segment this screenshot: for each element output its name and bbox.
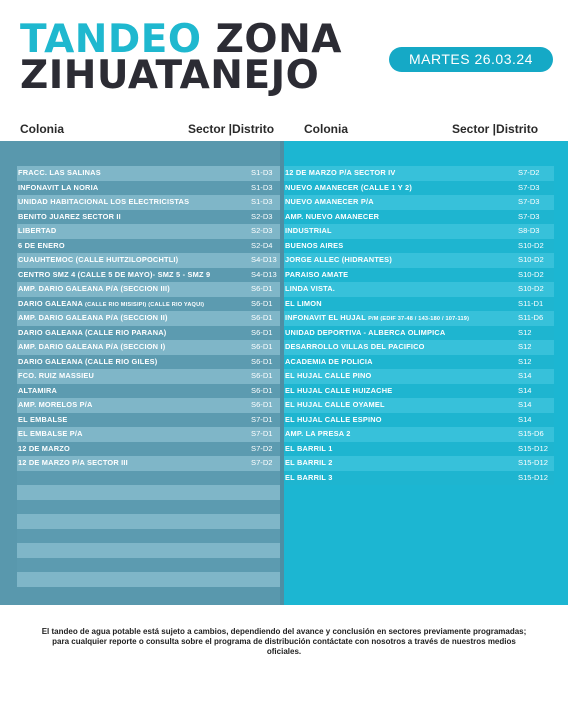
page-title bbox=[20, 17, 342, 98]
table-row bbox=[17, 471, 280, 486]
table-row bbox=[284, 442, 554, 457]
left-schedule-panel bbox=[0, 141, 284, 605]
colonia-label: DESARROLLO VILLAS DEL PACIFICO bbox=[285, 342, 425, 351]
sector-district-code: S14 bbox=[518, 414, 532, 424]
colonia-name bbox=[285, 166, 396, 181]
colonia-name bbox=[285, 326, 445, 341]
sector-district-code: S7-D2 bbox=[518, 168, 540, 177]
sector-district-code: S6-D1 bbox=[251, 327, 273, 337]
colonia-name bbox=[18, 210, 121, 225]
table-row bbox=[284, 413, 554, 428]
table-row bbox=[284, 210, 554, 225]
colonia-name bbox=[18, 340, 165, 355]
colonia-label: LINDA VISTA. bbox=[285, 284, 336, 293]
table-row bbox=[17, 398, 280, 413]
colonia-name bbox=[285, 456, 333, 471]
colonia-name bbox=[285, 442, 333, 457]
colonia-label: EL HUJAL CALLE OYAMEL bbox=[285, 400, 385, 409]
sector-district-code: S7-D2 bbox=[251, 458, 273, 467]
sector-district-code: S12 bbox=[518, 327, 532, 337]
sector-district-code: S15-D12 bbox=[518, 458, 548, 467]
table-row bbox=[284, 297, 554, 312]
colonia-name bbox=[285, 369, 371, 384]
title-word-zona: ZONA bbox=[215, 17, 342, 62]
sector-district-code: S1-D3 bbox=[251, 197, 273, 206]
colonia-label: 12 DE MARZO P/A SECTOR IV bbox=[285, 168, 396, 177]
colonia-label: AMP. MORELOS P/A bbox=[18, 400, 93, 409]
table-row bbox=[284, 166, 554, 181]
colonia-note: P/M (EDIF 37-48 / 143-180 / 107-119) bbox=[368, 316, 470, 322]
colonia-label: AMP. DARIO GALEANA P/A (SECCION II) bbox=[18, 313, 168, 322]
table-row bbox=[17, 427, 280, 442]
table-row bbox=[284, 282, 554, 297]
colonia-label: FRACC. LAS SALINAS bbox=[18, 168, 101, 177]
sector-district-code: S2-D3 bbox=[251, 226, 273, 235]
sector-district-code: S11-D1 bbox=[518, 298, 544, 308]
table-row bbox=[284, 181, 554, 196]
colonia-name bbox=[285, 210, 379, 225]
table-row bbox=[17, 195, 280, 210]
sector-district-code: S7-D3 bbox=[518, 197, 540, 206]
colonia-name bbox=[285, 181, 412, 196]
colonia-label: DARIO GALEANA (CALLE RIO PARANA) bbox=[18, 327, 167, 337]
table-row bbox=[284, 471, 554, 486]
colonia-name bbox=[285, 253, 392, 268]
sector-district-code: S6-D1 bbox=[251, 298, 273, 308]
colonia-name bbox=[285, 282, 335, 297]
colonia-label: CENTRO SMZ 4 (CALLE 5 DE MAYO)- SMZ 5 - SMZ 9 bbox=[18, 269, 211, 279]
colonia-label: EL BARRIL 1 bbox=[285, 443, 333, 453]
sector-district-code: S10-D2 bbox=[518, 284, 544, 293]
colonia-name bbox=[18, 239, 65, 254]
sector-district-code: S8-D3 bbox=[518, 226, 540, 235]
colonia-label: NUEVO AMANECER P/A bbox=[285, 197, 374, 206]
table-row bbox=[17, 384, 280, 399]
sector-district-code: S12 bbox=[518, 356, 532, 366]
table-row bbox=[284, 398, 554, 413]
table-row bbox=[17, 413, 280, 428]
title-line-2: ZIHUATANEJO bbox=[20, 52, 320, 98]
colonia-name bbox=[285, 239, 343, 254]
colonia-label: BUENOS AIRES bbox=[285, 240, 344, 250]
sector-district-code: S14 bbox=[518, 385, 532, 395]
colonia-name bbox=[285, 427, 351, 442]
colonia-label: LIBERTAD bbox=[18, 226, 57, 235]
colonia-note: (CALLE RIO MISISIPI) (CALLE RIO YAQUI) bbox=[85, 301, 205, 308]
sector-district-code: S11-D6 bbox=[518, 313, 544, 322]
colonia-name bbox=[285, 384, 392, 399]
sector-district-code: S6-D1 bbox=[251, 400, 273, 409]
disclaimer-note: El tandeo de agua potable está sujeto a cambios, dependiendo del avance y conclusión en sectores previamente programadas; para cualquier reporte o consulta sobre el programa de distribución contáctate con nosotros a través de nuestros medios oficiales. bbox=[41, 627, 527, 656]
colonia-label: UNIDAD HABITACIONAL LOS ELECTRICISTAS bbox=[18, 197, 190, 206]
table-row bbox=[17, 326, 280, 341]
colonia-label: DARIO GALEANA (CALLE RIO GILES) bbox=[18, 356, 158, 366]
table-row bbox=[17, 369, 280, 384]
table-row bbox=[284, 340, 554, 355]
sector-district-code: S7-D1 bbox=[251, 414, 273, 424]
colonia-label: INFONAVIT LA NORIA bbox=[18, 182, 99, 192]
colonia-label: EL BARRIL 2 bbox=[285, 458, 333, 467]
table-row bbox=[284, 355, 554, 370]
colonia-name bbox=[285, 224, 332, 239]
table-row bbox=[284, 369, 554, 384]
right-colonia-header: Colonia bbox=[304, 122, 348, 136]
sector-district-code: S4-D13 bbox=[251, 269, 277, 279]
colonia-label: EL HUJAL CALLE ESPINO bbox=[285, 414, 382, 424]
left-sector-header: Sector |Distrito bbox=[188, 122, 275, 136]
colonia-name bbox=[18, 268, 210, 283]
colonia-name bbox=[18, 413, 68, 428]
colonia-label: AMP. LA PRESA 2 bbox=[285, 429, 351, 438]
table-row bbox=[17, 210, 280, 225]
sector-district-code: S1-D3 bbox=[251, 168, 273, 177]
table-row bbox=[284, 311, 554, 326]
colonia-label: AMP. DARIO GALEANA P/A (SECCION I) bbox=[18, 342, 166, 351]
right-schedule-panel bbox=[284, 141, 568, 605]
colonia-name bbox=[18, 297, 204, 313]
table-row bbox=[17, 456, 280, 471]
sector-district-code: S10-D2 bbox=[518, 240, 544, 250]
colonia-name bbox=[285, 398, 385, 413]
sector-district-code: S6-D1 bbox=[251, 385, 273, 395]
sector-district-code: S6-D1 bbox=[251, 356, 273, 366]
colonia-label: EL HUJAL CALLE HUIZACHE bbox=[285, 385, 393, 395]
colonia-label: AMP. DARIO GALEANA P/A (SECCION III) bbox=[18, 284, 170, 293]
colonia-name bbox=[18, 384, 57, 399]
right-schedule-list bbox=[284, 166, 554, 485]
colonia-name bbox=[285, 297, 322, 312]
colonia-name bbox=[18, 369, 94, 384]
colonia-label: NUEVO AMANECER (CALLE 1 Y 2) bbox=[285, 182, 413, 192]
sector-district-code: S10-D2 bbox=[518, 255, 544, 264]
table-row bbox=[284, 427, 554, 442]
colonia-label: EL HUJAL CALLE PINO bbox=[285, 371, 372, 380]
colonia-name bbox=[18, 253, 178, 268]
colonia-name bbox=[18, 442, 70, 457]
table-row bbox=[284, 456, 554, 471]
table-row bbox=[17, 558, 280, 573]
table-row bbox=[284, 326, 554, 341]
right-sector-header: Sector |Distrito bbox=[452, 122, 539, 136]
table-row bbox=[284, 195, 554, 210]
table-row bbox=[284, 268, 554, 283]
sector-district-code: S6-D1 bbox=[251, 371, 273, 380]
sector-district-code: S7-D3 bbox=[518, 211, 540, 221]
sector-district-code: S6-D1 bbox=[251, 313, 273, 322]
left-schedule-list bbox=[17, 166, 280, 587]
date-badge: MARTES 26.03.24 bbox=[389, 47, 553, 72]
sector-district-code: S7-D1 bbox=[251, 429, 273, 438]
table-row bbox=[17, 311, 280, 326]
colonia-name bbox=[18, 456, 128, 471]
sector-district-code: S6-D1 bbox=[251, 342, 273, 351]
colonia-name bbox=[18, 311, 168, 326]
colonia-label: 6 DE ENERO bbox=[18, 240, 65, 250]
table-row bbox=[17, 268, 280, 283]
colonia-label: ACADEMIA DE POLICIA bbox=[285, 356, 373, 366]
colonia-label: INFONAVIT EL HUJAL bbox=[285, 313, 366, 322]
table-row bbox=[17, 543, 280, 558]
colonia-name bbox=[18, 355, 157, 370]
sector-district-code: S15-D6 bbox=[518, 429, 544, 438]
table-row bbox=[284, 253, 554, 268]
table-row bbox=[17, 529, 280, 544]
colonia-label: BENITO JUAREZ SECTOR II bbox=[18, 211, 121, 221]
colonia-label: INDUSTRIAL bbox=[285, 226, 332, 235]
colonia-label: FCO. RUIZ MASSIEU bbox=[18, 371, 95, 380]
sector-district-code: S7-D2 bbox=[251, 443, 273, 453]
table-row bbox=[17, 485, 280, 500]
table-row bbox=[17, 572, 280, 587]
table-row bbox=[17, 355, 280, 370]
colonia-label: ALTAMIRA bbox=[18, 385, 58, 395]
colonia-name bbox=[285, 268, 348, 283]
sector-district-code: S15-D12 bbox=[518, 472, 548, 482]
colonia-label: AMP. NUEVO AMANECER bbox=[285, 211, 380, 221]
table-row bbox=[17, 239, 280, 254]
table-row bbox=[17, 224, 280, 239]
colonia-name bbox=[18, 224, 56, 239]
sector-district-code: S14 bbox=[518, 371, 532, 380]
colonia-label: DARIO GALEANA bbox=[18, 298, 83, 308]
table-row bbox=[284, 224, 554, 239]
colonia-name bbox=[18, 195, 189, 210]
table-row bbox=[17, 253, 280, 268]
colonia-name bbox=[285, 340, 425, 355]
sector-district-code: S6-D1 bbox=[251, 284, 273, 293]
colonia-name bbox=[18, 427, 83, 442]
colonia-label: EL BARRIL 3 bbox=[285, 472, 333, 482]
table-row bbox=[17, 297, 280, 312]
colonia-label: CUAUHTEMOC (CALLE HUITZILOPOCHTLI) bbox=[18, 255, 179, 264]
table-row bbox=[17, 181, 280, 196]
colonia-name bbox=[18, 398, 93, 413]
colonia-name bbox=[285, 413, 382, 428]
colonia-name bbox=[285, 195, 374, 210]
sector-district-code: S7-D3 bbox=[518, 182, 540, 192]
colonia-label: EL LIMON bbox=[285, 298, 322, 308]
table-row bbox=[284, 384, 554, 399]
colonia-label: 12 DE MARZO bbox=[18, 443, 70, 453]
sector-district-code: S15-D12 bbox=[518, 443, 548, 453]
sector-district-code: S12 bbox=[518, 342, 532, 351]
left-colonia-header: Colonia bbox=[20, 122, 64, 136]
colonia-name bbox=[285, 355, 373, 370]
colonia-label: PARAISO AMATE bbox=[285, 269, 349, 279]
colonia-name bbox=[18, 181, 98, 196]
colonia-label: 12 DE MARZO P/A SECTOR III bbox=[18, 458, 128, 467]
sector-district-code: S14 bbox=[518, 400, 532, 409]
sector-district-code: S4-D13 bbox=[251, 255, 277, 264]
table-row bbox=[17, 442, 280, 457]
colonia-name bbox=[18, 166, 101, 181]
table-row bbox=[17, 340, 280, 355]
table-row bbox=[17, 500, 280, 515]
colonia-label: UNIDAD DEPORTIVA - ALBERCA OLIMPICA bbox=[285, 327, 446, 337]
sector-district-code: S2-D4 bbox=[251, 240, 273, 250]
sector-district-code: S1-D3 bbox=[251, 182, 273, 192]
colonia-label: JORGE ALLEC (HIDRANTES) bbox=[285, 255, 392, 264]
colonia-name bbox=[18, 326, 166, 341]
sector-district-code: S2-D3 bbox=[251, 211, 273, 221]
table-row bbox=[17, 166, 280, 181]
colonia-name bbox=[285, 471, 333, 486]
colonia-label: EL EMBALSE bbox=[18, 414, 68, 424]
table-row bbox=[284, 239, 554, 254]
table-row bbox=[17, 514, 280, 529]
sector-district-code: S10-D2 bbox=[518, 269, 544, 279]
title-word-tandeo: TANDEO bbox=[20, 17, 202, 62]
table-row bbox=[17, 282, 280, 297]
colonia-label: EL EMBALSE P/A bbox=[18, 429, 83, 438]
colonia-name bbox=[285, 311, 469, 327]
colonia-name bbox=[18, 282, 170, 297]
